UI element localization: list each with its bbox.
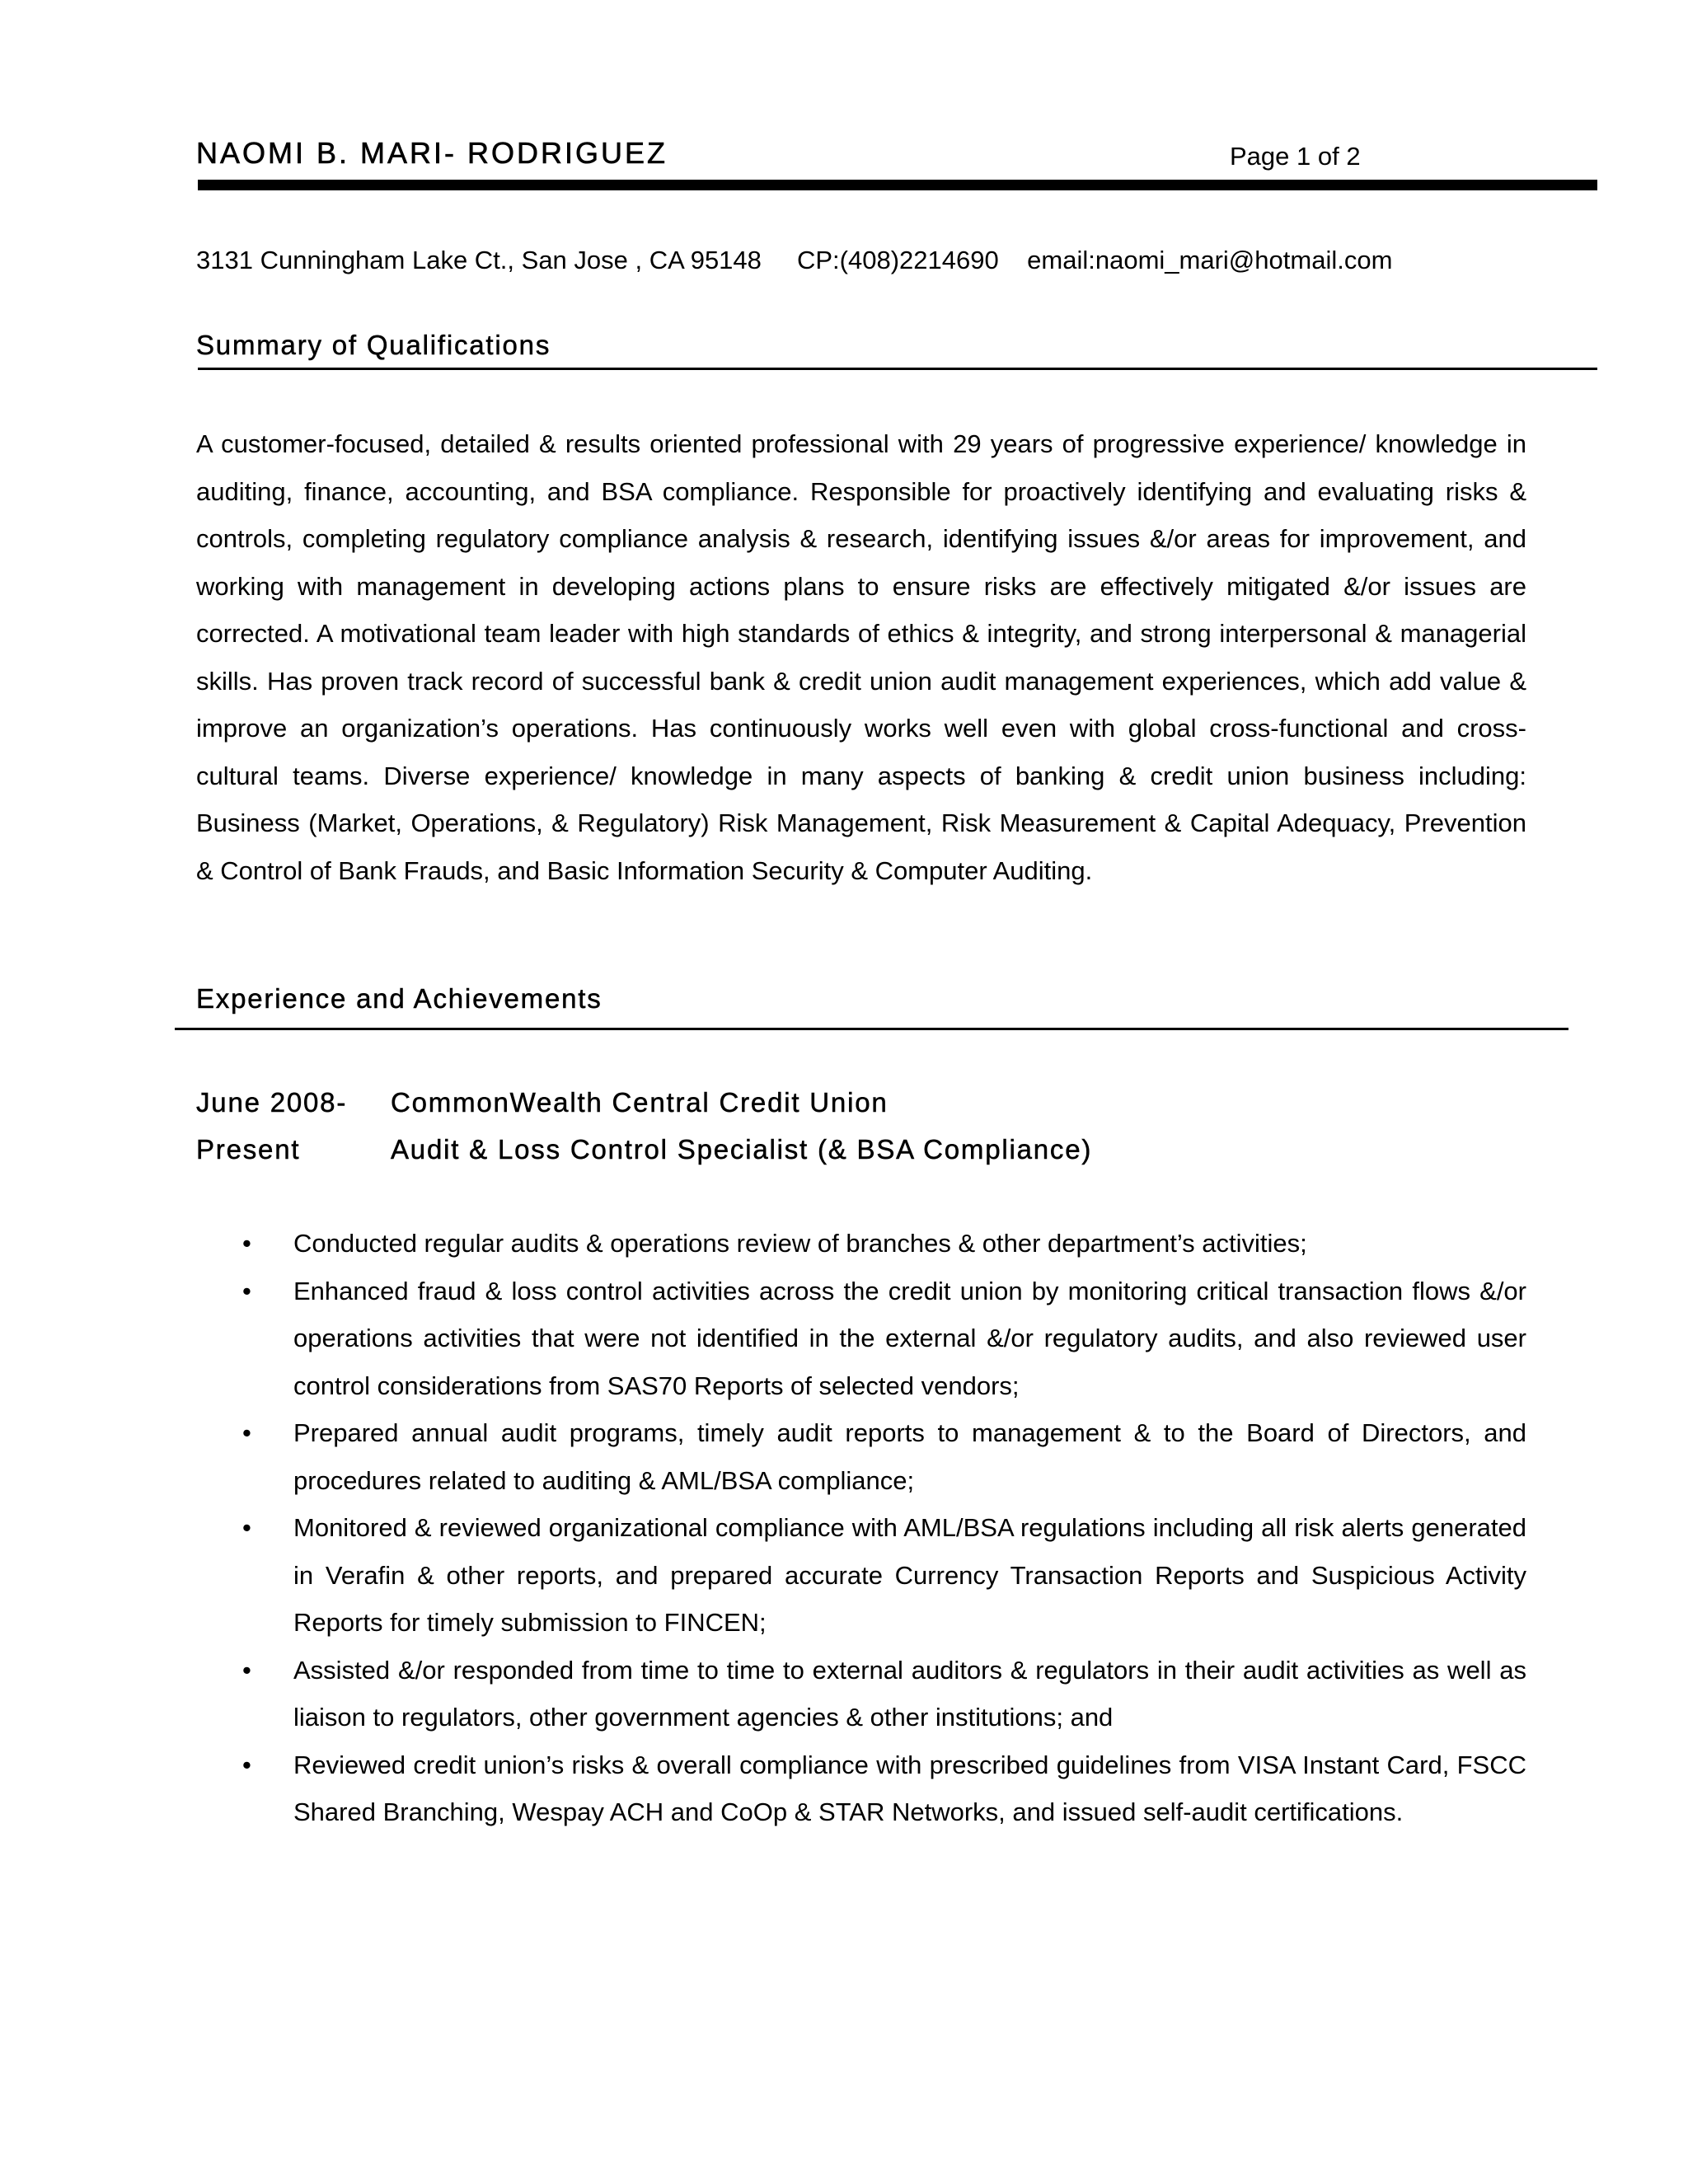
page-header	[196, 136, 1597, 177]
duty-text: Conducted regular audits & operations review of branches & other department’s activities;	[293, 1229, 1307, 1258]
job-company: CommonWealth Central Credit Union	[391, 1087, 889, 1118]
header-divider	[198, 180, 1597, 190]
experience-divider	[175, 1028, 1568, 1030]
summary-heading: Summary of Qualifications	[196, 330, 551, 360]
experience-heading: Experience and Achievements	[196, 983, 603, 1014]
duty-text: Enhanced fraud & loss control activities across the credit union by monitoring critical transaction flows &/or operations activities that were not identified in the external &/or regulatory audits, and also reviewed user control considerations from SAS70 Reports of selected vendors;	[293, 1276, 1526, 1400]
bullet-icon: •	[242, 1655, 251, 1685]
bullet-icon: •	[242, 1513, 251, 1542]
list-item	[196, 1504, 1526, 1647]
contact-address: 3131 Cunningham Lake Ct., San Jose , CA 95148	[196, 246, 762, 274]
job-duties-list	[196, 1220, 1526, 1836]
list-item	[196, 1220, 1526, 1268]
bullet-icon: •	[242, 1418, 251, 1447]
bullet-icon: •	[242, 1276, 251, 1305]
contact-phone: CP:(408)2214690	[796, 246, 999, 274]
applicant-name: NAOMI B. MARI- RODRIGUEZ	[196, 136, 668, 170]
contact-email: email:naomi_mari@hotmail.com	[1027, 246, 1393, 274]
job-info	[391, 1079, 1092, 1173]
duty-text: Assisted &/or responded from time to time to external auditors & regulators in their audit activities as well as liaison to regulators, other government agencies & other institutions; and	[293, 1655, 1526, 1732]
bullet-icon: •	[242, 1750, 251, 1779]
summary-paragraph: A customer-focused, detailed & results oriented professional with 29 years of progressive experience/ knowledge in auditing, finance, accounting, and BSA compliance. Responsible for proactively identifying and evaluating risks & controls, completing regulatory compliance analysis & research, identifying issues &/or areas for improvement, and working with management in developing actions plans to ensure risks are effectively mitigated &/or issues are corrected. A motivational team leader with high standards of ethics & integrity, and strong interpersonal & managerial skills. Has proven track record of successful bank & credit union audit management experiences, which add value & improve an organization’s operations. Has continuously works well even with global cross-functional and cross-cultural teams. Diverse experience/ knowledge in many aspects of banking & credit union business including: Business (Market, Operations, & Regulatory) Risk Management, Risk Measurement & Capital Adequacy, Prevention & Control of Bank Frauds, and Basic Information Security & Computer Auditing.	[196, 429, 1526, 885]
job-date-start: June 2008-	[196, 1087, 348, 1118]
list-item	[196, 1268, 1526, 1410]
summary-divider	[198, 368, 1597, 370]
list-item	[196, 1647, 1526, 1741]
job-dates	[196, 1079, 347, 1173]
bullet-icon: •	[242, 1229, 251, 1258]
job-date-end: Present	[196, 1134, 301, 1165]
duty-text: Reviewed credit union’s risks & overall compliance with prescribed guidelines from VISA Instant Card, FSCC Shared Branching, Wespay ACH and CoOp & STAR Networks, and issued self-audit certifications.	[293, 1750, 1526, 1826]
contact-line	[196, 246, 1392, 275]
duty-text: Prepared annual audit programs, timely audit reports to management & to the Board of Directors, and procedures related to auditing & AML/BSA compliance;	[293, 1418, 1526, 1495]
job-position: Audit & Loss Control Specialist (& BSA Compliance)	[391, 1134, 1093, 1165]
list-item	[196, 1409, 1526, 1504]
list-item	[196, 1741, 1526, 1836]
page-number: Page 1 of 2	[1230, 142, 1361, 171]
duty-text: Monitored & reviewed organizational compliance with AML/BSA regulations including all risk alerts generated in Verafin & other reports, and prepared accurate Currency Transaction Reports and Suspicious Activity Reports for timely submission to FINCEN;	[293, 1513, 1526, 1637]
